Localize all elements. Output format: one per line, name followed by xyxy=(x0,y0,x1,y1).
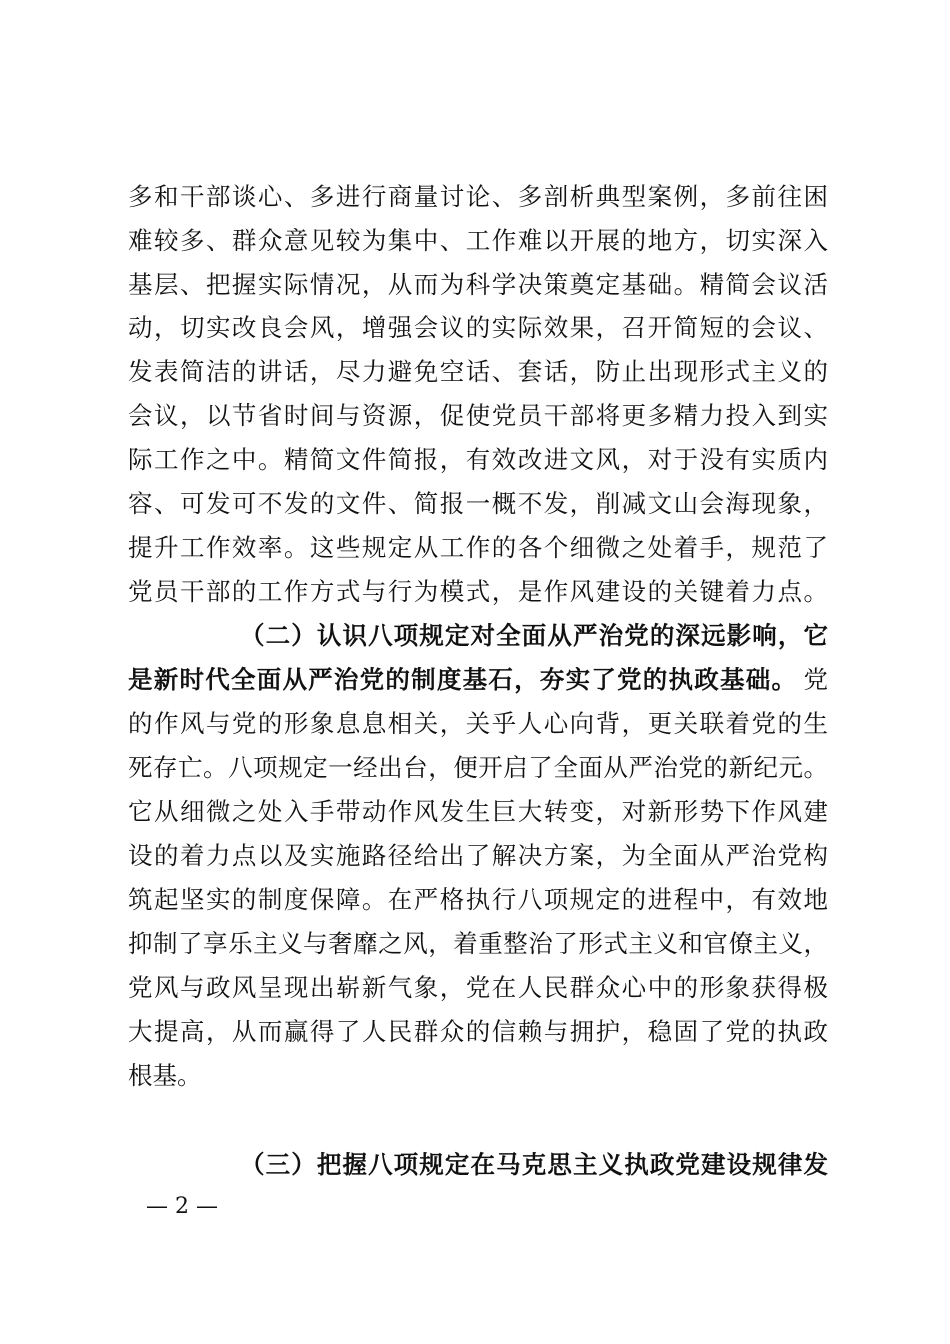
text-line: 际工作之中。精简文件简报，有效改进文风，对于没有实质内 xyxy=(128,445,828,474)
text-line: 党员干部的工作方式与行为模式，是作风建设的关键着力点。 xyxy=(128,577,828,606)
section-heading-2-continued: 是新时代全面从严治党的制度基石，夯实了党的执政基础。 xyxy=(128,665,796,694)
text-line: 设的着力点以及实施路径给出了解决方案，为全面从严治党构 xyxy=(128,841,828,870)
text-line: 筑起坚实的制度保障。在严格执行八项规定的进程中，有效地 xyxy=(128,885,828,914)
text-line: 党风与政风呈现出崭新气象，党在人民群众心中的形象获得极 xyxy=(128,973,828,1002)
text-line: 死存亡。八项规定一经出台，便开启了全面从严治党的新纪元。 xyxy=(128,753,828,782)
text-fragment: 党 xyxy=(803,665,828,694)
text-line: 它从细微之处入手带动作风发生巨大转变，对新形势下作风建 xyxy=(128,797,828,826)
text-line: 动，切实改良会风，增强会议的实际效果，召开简短的会议、 xyxy=(128,313,828,342)
text-line: 会议，以节省时间与资源，促使党员干部将更多精力投入到实 xyxy=(128,401,828,430)
text-line: 难较多、群众意见较为集中、工作难以开展的地方，切实深入 xyxy=(128,226,828,255)
text-line: 大提高，从而赢得了人民群众的信赖与拥护，稳固了党的执政 xyxy=(128,1017,828,1046)
text-line: 根基。 xyxy=(128,1061,202,1090)
text-line: 多和干部谈心、多进行商量讨论、多剖析典型案例，多前往困 xyxy=(128,182,828,211)
text-line: 的作风与党的形象息息相关，关乎人心向背，更关联着党的生 xyxy=(128,709,828,738)
section-heading-3: （三）把握八项规定在马克思主义执政党建设规律发 xyxy=(240,1150,828,1179)
section-heading-2: （二）认识八项规定对全面从严治党的深远影响，它 xyxy=(240,621,828,650)
text-line: 容、可发可不发的文件、简报一概不发，削减文山会海现象， xyxy=(128,489,828,518)
text-line: 抑制了享乐主义与奢靡之风，着重整治了形式主义和官僚主义， xyxy=(128,929,828,958)
text-line: 发表简洁的讲话，尽力避免空话、套话，防止出现形式主义的 xyxy=(128,357,828,386)
text-line: 基层、把握实际情况，从而为科学决策奠定基础。精简会议活 xyxy=(128,270,828,299)
page-number: — 2 — xyxy=(146,1194,218,1219)
text-line: 提升工作效率。这些规定从工作的各个细微之处着手，规范了 xyxy=(128,533,828,562)
